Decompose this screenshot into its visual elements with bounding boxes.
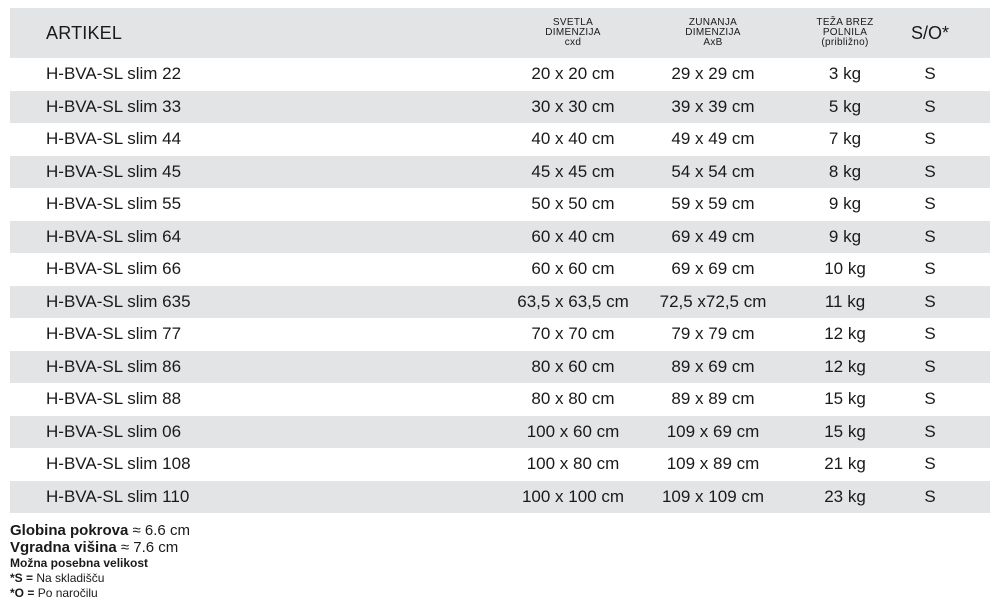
cell-svetla: 100 x 60 cm: [526, 421, 620, 441]
cell-svetla: 60 x 40 cm: [531, 226, 615, 246]
cell-svetla: 100 x 100 cm: [521, 486, 625, 506]
cell-so: S: [924, 454, 936, 474]
header-svetla-line-3: cxd: [564, 37, 582, 48]
header-so: S/O*: [910, 22, 949, 43]
table-row: [10, 253, 990, 286]
cell-artikel: H-BVA-SL slim 88: [46, 389, 182, 409]
cell-svetla: 63,5 x 63,5 cm: [517, 291, 629, 311]
cell-zunanja: 39 x 39 cm: [671, 96, 755, 116]
cell-svetla: 45 x 45 cm: [531, 161, 615, 181]
cell-zunanja: 109 x 89 cm: [666, 454, 760, 474]
cell-teza: 5 kg: [828, 96, 862, 116]
cell-zunanja: 109 x 69 cm: [666, 421, 760, 441]
table-row: [10, 416, 990, 449]
cell-teza: 11 kg: [824, 291, 866, 311]
table-row: [10, 448, 990, 481]
product-table: [10, 8, 990, 513]
cell-artikel: H-BVA-SL slim 45: [46, 161, 182, 181]
table-row: [10, 58, 990, 91]
cell-artikel: H-BVA-SL slim 22: [46, 64, 182, 84]
cell-teza: 12 kg: [824, 356, 866, 376]
cell-svetla: 50 x 50 cm: [531, 194, 615, 214]
table-row: [10, 123, 990, 156]
table-header: [10, 8, 990, 58]
header-zunanja-line-2: DIMENZIJA: [685, 27, 741, 38]
cell-teza: 12 kg: [824, 324, 866, 344]
cell-artikel: H-BVA-SL slim 33: [46, 96, 182, 116]
header-svetla-line-2: DIMENZIJA: [545, 27, 601, 38]
table-row: [10, 318, 990, 351]
cell-svetla: 100 x 80 cm: [526, 454, 620, 474]
cell-zunanja: 59 x 59 cm: [671, 194, 755, 214]
header-teza-line-2: POLNILA: [822, 27, 868, 38]
header-zunanja-line-3: AxB: [703, 37, 723, 48]
cell-zunanja: 49 x 49 cm: [671, 129, 755, 149]
cell-zunanja: 54 x 54 cm: [671, 161, 755, 181]
cell-artikel: H-BVA-SL slim 635: [46, 291, 191, 311]
cell-so: S: [924, 226, 936, 246]
legend-o-text: Po naročilu: [34, 586, 98, 600]
table-row: [10, 156, 990, 189]
cell-so: S: [924, 324, 936, 344]
cell-so: S: [924, 389, 936, 409]
cell-teza: 23 kg: [824, 486, 866, 506]
legend-o-key: *O =: [10, 586, 35, 600]
cell-svetla: 20 x 20 cm: [531, 64, 615, 84]
cell-zunanja: 109 x 109 cm: [661, 486, 765, 506]
table-row: [10, 383, 990, 416]
cell-teza: 7 kg: [828, 129, 862, 149]
cell-zunanja: 89 x 69 cm: [671, 356, 755, 376]
table-row: [10, 91, 990, 124]
cell-zunanja: 79 x 79 cm: [671, 324, 755, 344]
visina-value: ≈ 7.6 cm: [116, 539, 179, 556]
cell-svetla: 80 x 60 cm: [531, 356, 615, 376]
header-zunanja-dimenzija: [648, 8, 778, 58]
globina-value: ≈ 6.6 cm: [128, 522, 190, 539]
table-row: [10, 221, 990, 254]
cell-so: S: [924, 356, 936, 376]
cell-so: S: [924, 259, 936, 279]
cell-so: S: [924, 194, 936, 214]
table-row: [10, 286, 990, 319]
table-row: [10, 481, 990, 514]
cell-teza: 9 kg: [828, 194, 862, 214]
cell-artikel: H-BVA-SL slim 77: [46, 324, 182, 344]
cell-so: S: [924, 64, 936, 84]
cell-zunanja: 89 x 89 cm: [671, 389, 755, 409]
globina-line: [10, 522, 510, 539]
cell-teza: 15 kg: [824, 421, 866, 441]
table-body: [10, 58, 990, 513]
cell-artikel: H-BVA-SL slim 108: [46, 454, 191, 474]
header-teza-line-3: (približno): [821, 37, 869, 48]
cell-so: S: [924, 129, 936, 149]
visina-label: Vgradna višina: [10, 539, 117, 556]
mozna-text: Možna posebna velikost: [10, 556, 149, 570]
cell-teza: 10 kg: [824, 259, 866, 279]
legend-s-key: *S =: [10, 571, 34, 585]
cell-artikel: H-BVA-SL slim 06: [46, 421, 182, 441]
header-svetla-dimenzija: [508, 8, 638, 58]
cell-teza: 15 kg: [824, 389, 866, 409]
cell-so: S: [924, 161, 936, 181]
cell-so: S: [924, 291, 936, 311]
legend-s-text: Na skladišču: [33, 571, 105, 585]
header-svetla-line-1: SVETLA: [552, 17, 594, 28]
visina-line: [10, 539, 510, 556]
cell-teza: 8 kg: [828, 161, 862, 181]
cell-teza: 9 kg: [828, 226, 862, 246]
cell-zunanja: 29 x 29 cm: [671, 64, 755, 84]
cell-artikel: H-BVA-SL slim 55: [46, 194, 182, 214]
cell-teza: 3 kg: [828, 64, 862, 84]
legend-o: [10, 586, 510, 601]
header-teza-line-1: TEŽA BREZ: [816, 17, 874, 28]
cell-so: S: [924, 421, 936, 441]
cell-teza: 21 kg: [824, 454, 866, 474]
cell-svetla: 40 x 40 cm: [531, 129, 615, 149]
globina-label: Globina pokrova: [10, 522, 129, 539]
cell-so: S: [924, 96, 936, 116]
header-artikel: ARTIKEL: [46, 22, 123, 43]
footer-notes: [10, 522, 510, 601]
cell-artikel: H-BVA-SL slim 64: [46, 226, 182, 246]
table-row: [10, 188, 990, 221]
legend-s: [10, 571, 510, 586]
cell-artikel: H-BVA-SL slim 110: [46, 486, 190, 506]
cell-svetla: 30 x 30 cm: [531, 96, 615, 116]
cell-svetla: 80 x 80 cm: [531, 389, 615, 409]
cell-artikel: H-BVA-SL slim 86: [46, 356, 182, 376]
cell-zunanja: 69 x 49 cm: [671, 226, 755, 246]
cell-svetla: 70 x 70 cm: [531, 324, 615, 344]
mozna-line: [10, 556, 510, 571]
header-zunanja-line-1: ZUNANJA: [688, 17, 738, 28]
cell-so: S: [924, 486, 936, 506]
cell-svetla: 60 x 60 cm: [531, 259, 615, 279]
cell-artikel: H-BVA-SL slim 44: [46, 129, 182, 149]
cell-zunanja: 72,5 x72,5 cm: [659, 291, 767, 311]
cell-zunanja: 69 x 69 cm: [671, 259, 755, 279]
table-row: [10, 351, 990, 384]
cell-artikel: H-BVA-SL slim 66: [46, 259, 182, 279]
